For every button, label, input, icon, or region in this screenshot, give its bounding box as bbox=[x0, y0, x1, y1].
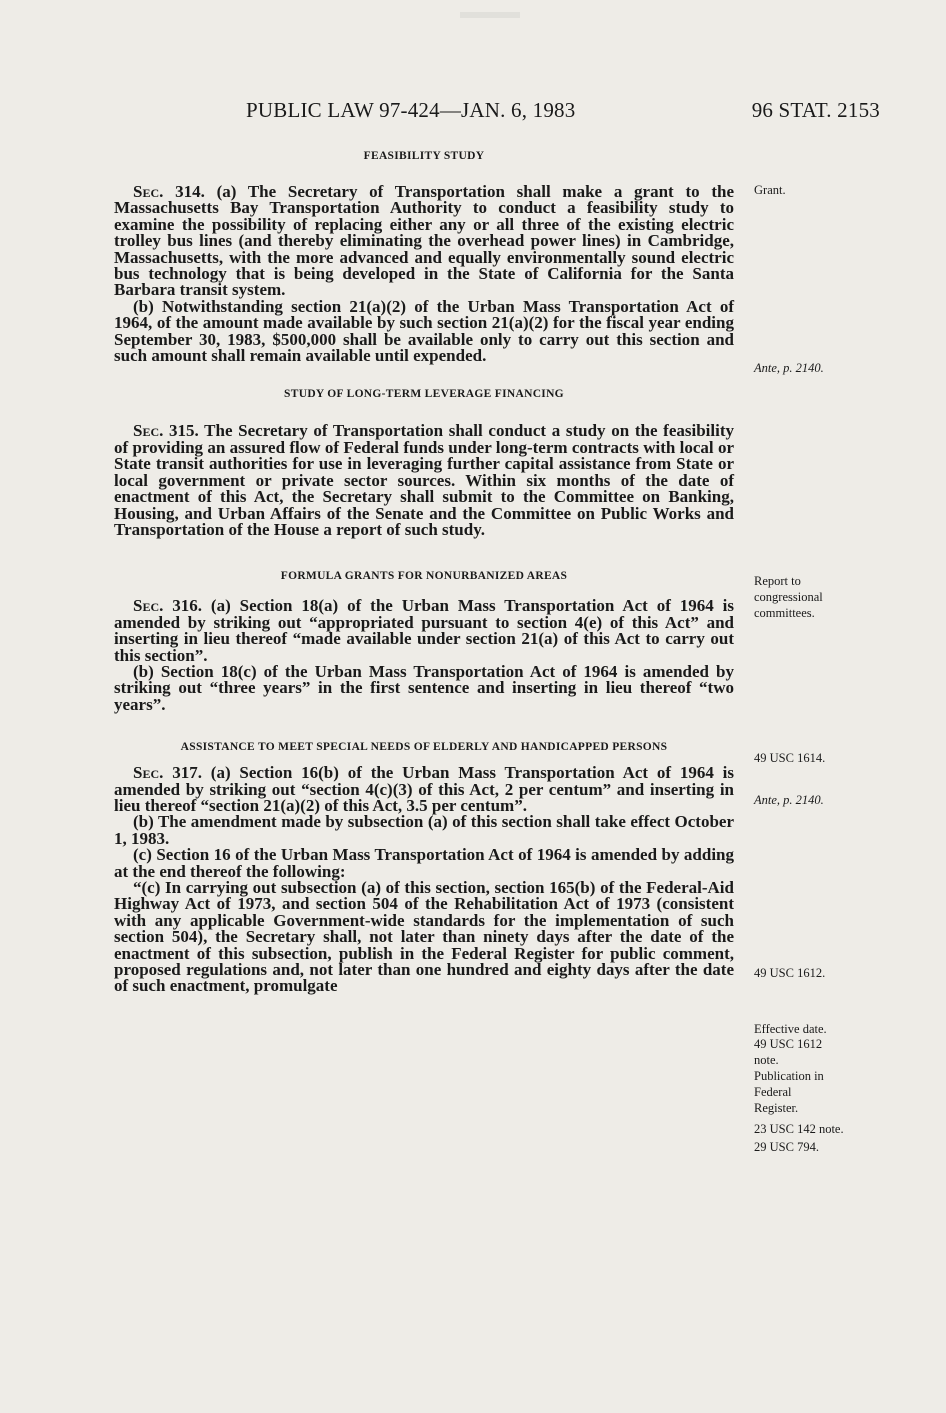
scan-artifact bbox=[460, 12, 520, 18]
section-paragraph: (c) Section 16 of the Urban Mass Transportation Act of 1964 is amended by adding at the end thereof the following: bbox=[114, 845, 734, 881]
section-number: Sec. 314. bbox=[133, 182, 205, 201]
running-head bbox=[246, 98, 880, 128]
paragraph-text: (a) The Secretary of Transportation shall make a grant to the Massachusetts Bay Transportation Authority to conduct a feasibility study to examine the possibility of replacing either any or all three of the existing electric trolley bus lines (and thereby eliminating the overhead power lines) in Cambridge, Massachusetts, with the more advanced and equally environmentally sound electric bus technology that is being developed in the State of California for the Santa Barbara transit system. bbox=[114, 182, 734, 300]
margin-note: 23 USC 142 note. bbox=[754, 1122, 844, 1136]
section-paragraph: “(c) In carrying out subsection (a) of this section, section 165(b) of the Federal-Aid Highway Act of 1973, and section 504 of the Rehabilitation Act of 1973 (consistent with any applicable Government-wide standards for the implementation of such section 504), the Secretary shall, not later than ninety days after the date of the enactment of this subsection, publish in the Federal Register for public comment, proposed regulations and, not later than one hundred and eighty days after the date of such enactment, promulgate bbox=[114, 878, 734, 996]
paragraph-text: (a) Section 16(b) of the Urban Mass Transportation Act of 1964 is amended by striking out “section 4(c)(3) of this Act, 2 per centum” and inserting in lieu thereof “section 21(a)(2) of this Act, 3.5 per centum”. bbox=[114, 763, 735, 815]
running-head-left: PUBLIC LAW 97-424—JAN. 6, 1983 bbox=[246, 98, 576, 122]
section-paragraph bbox=[114, 184, 734, 299]
section-paragraph: (b) Notwithstanding section 21(a)(2) of the Urban Mass Transportation Act of 1964, of the amount made available by such section 21(a)(2) for the fiscal year ending September 30, 1983, $500,000 shall be available only to carry out this section and such amount shall remain available until expended. bbox=[114, 296, 734, 366]
margin-note: Effective date. bbox=[754, 1022, 827, 1036]
section-heading: STUDY OF LONG-TERM LEVERAGE FINANCING bbox=[284, 388, 564, 401]
section-paragraph: (b) Section 18(c) of the Urban Mass Transportation Act of 1964 is amended by striking out “three years” in the first sentence and inserting in lieu thereof “two years”. bbox=[114, 661, 734, 714]
margin-note: 29 USC 794. bbox=[754, 1140, 819, 1154]
margin-note: Publication in bbox=[754, 1069, 824, 1083]
section-paragraph bbox=[114, 598, 734, 664]
section-paragraph: (b) The amendment made by subsection (a) of this section shall take effect October 1, 1983. bbox=[114, 812, 734, 848]
section-heading: FEASIBILITY STUDY bbox=[363, 150, 485, 162]
margin-note: 49 USC 1612. bbox=[754, 966, 826, 980]
margin-note: note. bbox=[754, 1053, 779, 1067]
margin-note: Register. bbox=[754, 1101, 799, 1115]
paragraph-text: The Secretary of Transportation shall conduct a study on the feasibility of providing an assured flow of Federal funds under long-term contracts with local or State transit authorities for use in leveraging further capital assistance from State or local government or private sector sources. Within six months of the date of enactment of this Act, the Secretary shall submit to the Committee on Banking, Housing, and Urban Affairs of the Senate and the Committee on Public Works and Transportation of the House a report of such study. bbox=[114, 421, 734, 539]
margin-note: committees. bbox=[754, 606, 815, 620]
margin-note bbox=[754, 361, 824, 375]
margin-note-text: Ante, p. 2140. bbox=[754, 793, 824, 807]
section-paragraph bbox=[114, 423, 734, 538]
section-heading: FORMULA GRANTS FOR NONURBANIZED AREAS bbox=[280, 570, 568, 583]
running-head-right: 96 STAT. 2153 bbox=[751, 98, 880, 122]
margin-note-text: Ante, p. 2140. bbox=[754, 361, 824, 375]
margin-note: 49 USC 1614. bbox=[754, 751, 826, 765]
margin-note: Report to bbox=[754, 574, 801, 588]
paragraph-text: (a) Section 18(a) of the Urban Mass Transportation Act of 1964 is amended by striking out “appropriated pursuant to section 4(e) of this Act” and inserting in lieu thereof “made available under section 21(a) of this Act to carry out this section”. bbox=[114, 596, 734, 665]
section-paragraph bbox=[114, 765, 734, 814]
margin-note: 49 USC 1612 bbox=[754, 1037, 823, 1051]
section-number: Sec. 317. bbox=[133, 763, 202, 783]
margin-note: congressional bbox=[754, 590, 823, 604]
section-number: Sec. 316. bbox=[133, 596, 203, 616]
margin-note: Grant. bbox=[754, 183, 786, 197]
main-text-column bbox=[114, 148, 734, 995]
margin-note: Federal bbox=[754, 1085, 792, 1099]
margin-note bbox=[754, 793, 824, 807]
section-number: Sec. 315. bbox=[133, 421, 199, 441]
section-heading: ASSISTANCE TO MEET SPECIAL NEEDS OF ELDERLY AND HANDICAPPED PERSONS bbox=[180, 741, 668, 754]
